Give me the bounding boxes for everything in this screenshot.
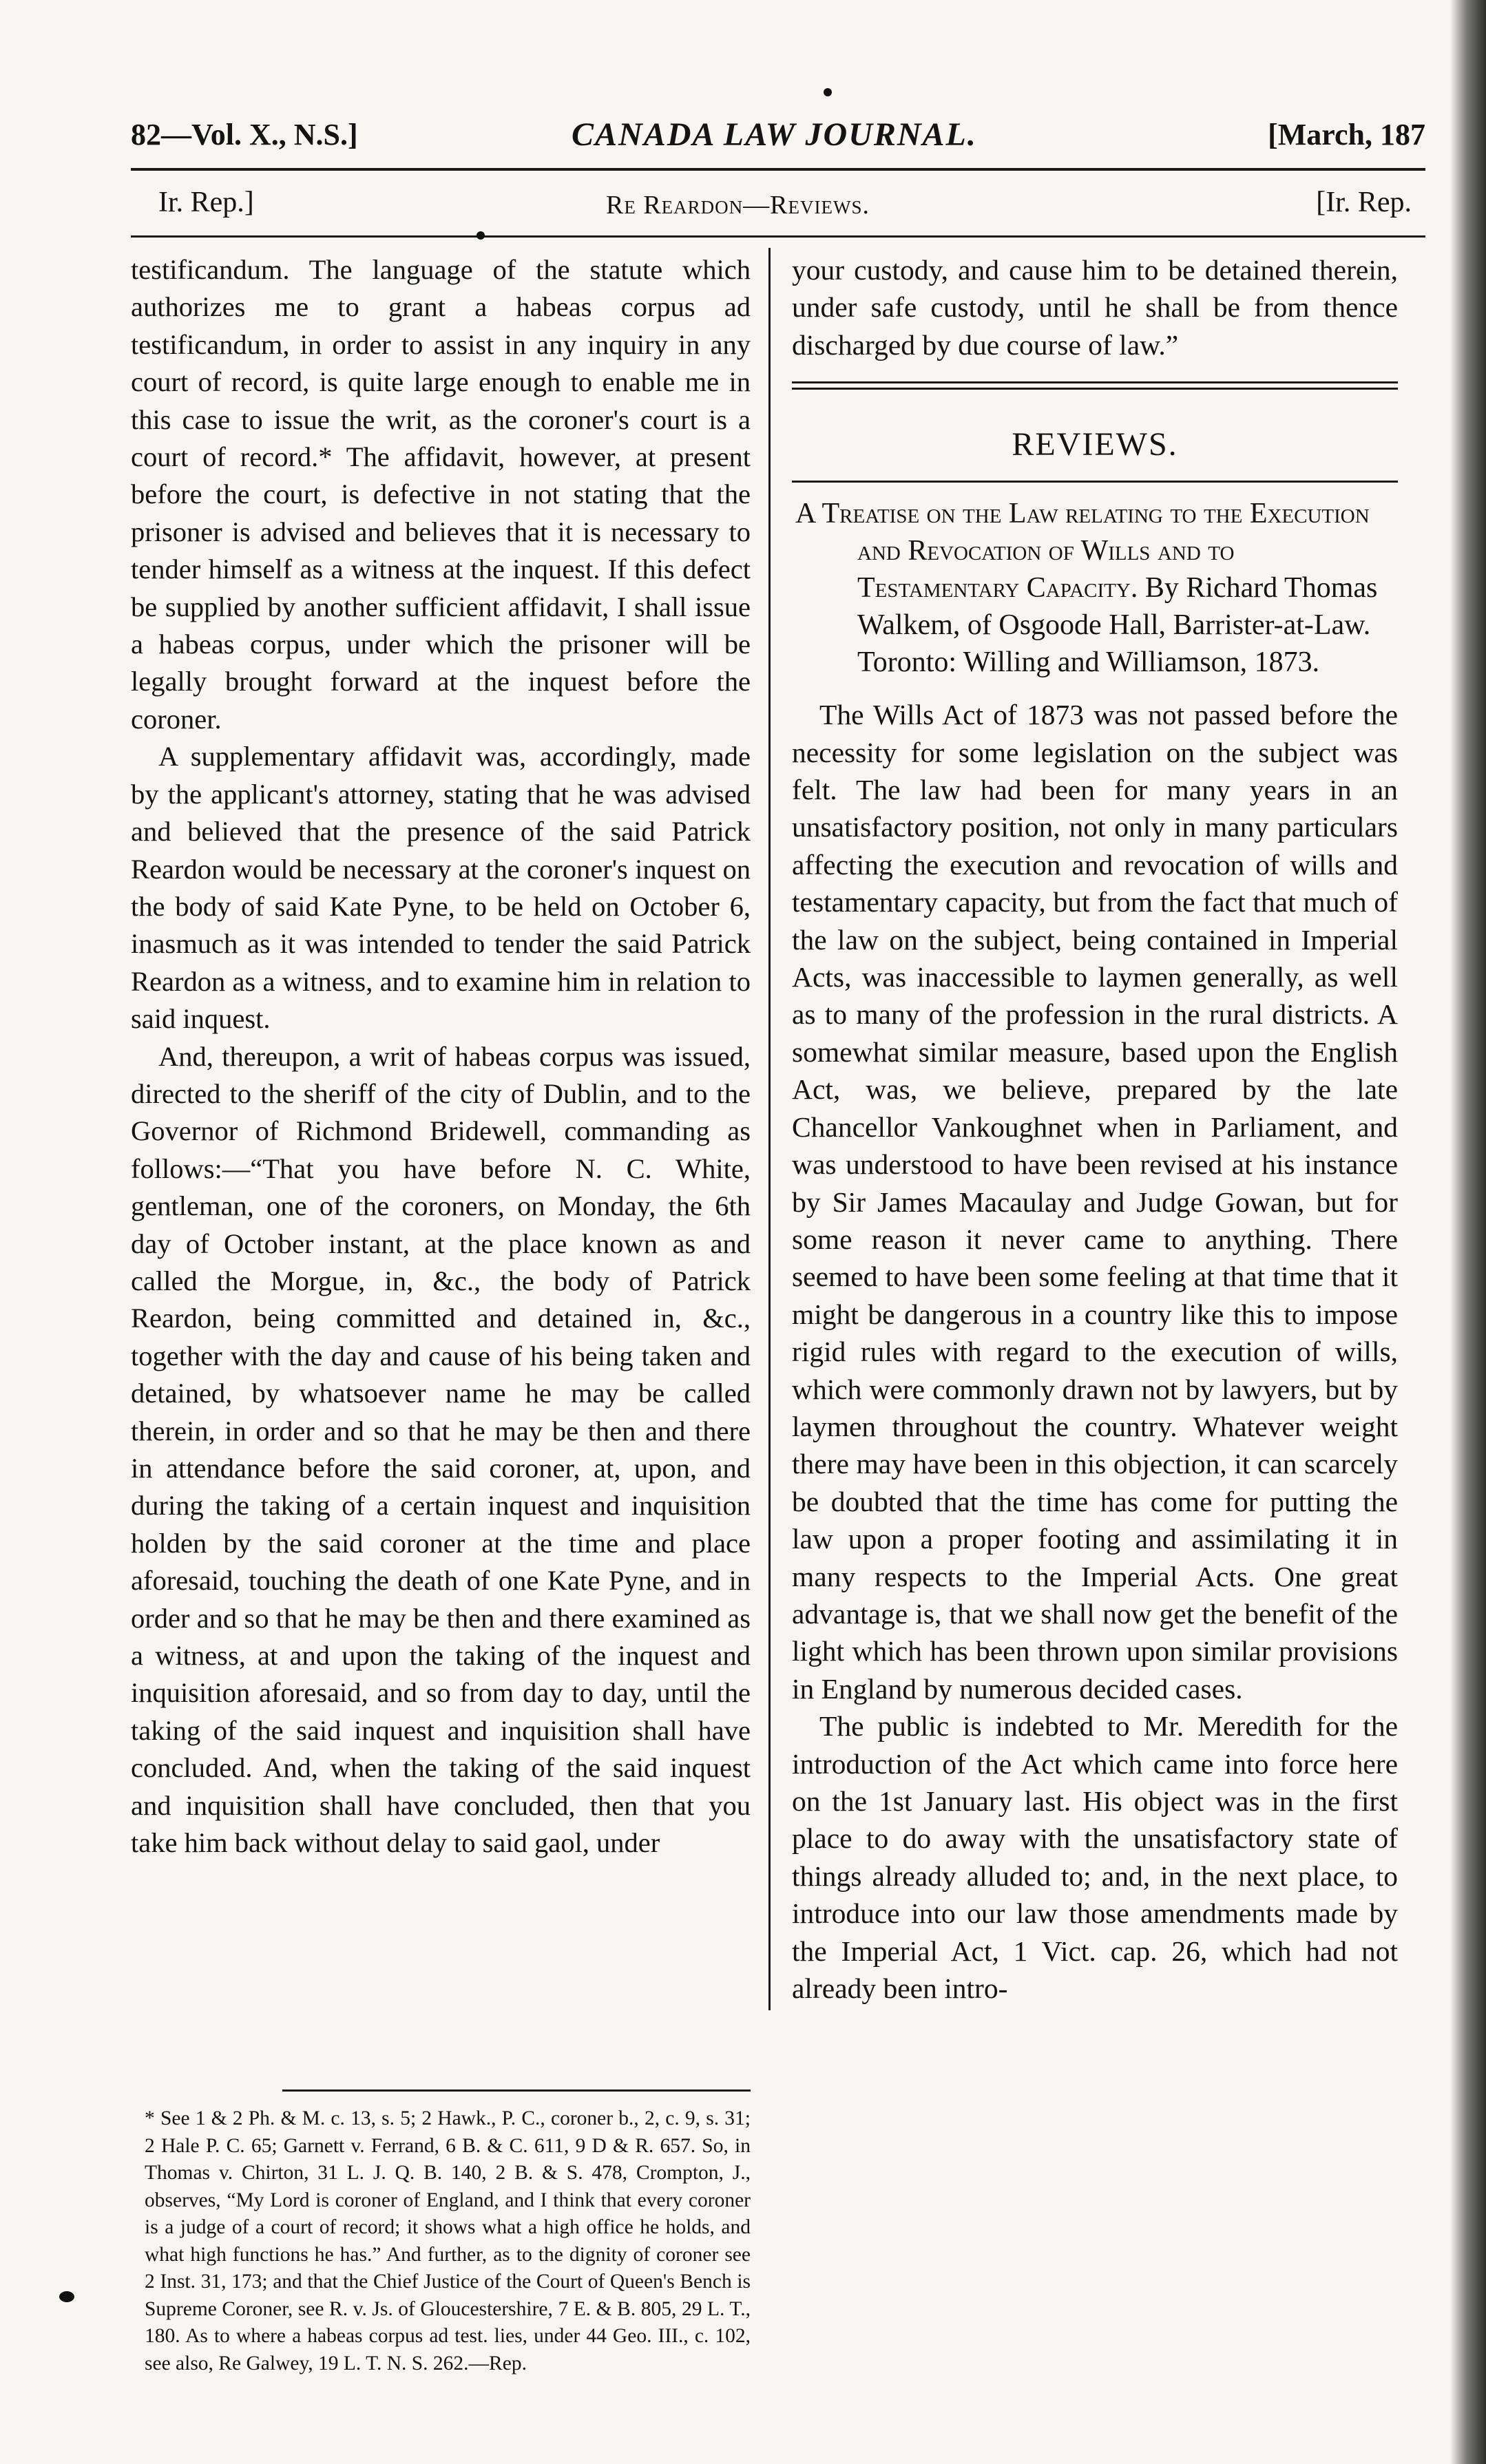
stray-mark: [824, 88, 832, 96]
right-column: [792, 251, 1398, 2007]
stray-mark: [59, 2291, 74, 2302]
paragraph: testificandum. The language of the statute which authorizes me to grant a habeas corpus ad testificandum, in order to assist in any inquiry in any court of record, is quite large enough to enable me in this case to issue the writ, as the coroner's court is a court of record.* The affidavit, however, at present before the court, is defective in not stating that the prisoner is advised and believes that it is necessary to tender himself as a witness at the inquest. If this defect be supplied by another sufficient affidavit, I shall issue a habeas corpus, under which the prisoner will be legally brought forward at the inquest before the coroner.: [131, 254, 751, 735]
paragraph: The public is indebted to Mr. Meredith for the introduction of the Act which came into force here on the 1st January last. His object was in the first place to do away with the unsatisfactory state of things already alluded to; and, in the next place, to introduce into our law those amendments made by the Imperial Act, 1 Vict. cap. 26, which had not already been intro-: [792, 1710, 1398, 2005]
header-journal-title: CANADA LAW JOURNAL.: [572, 116, 977, 153]
book-byline: By Richard Thomas Walkem, of Osgoode Hall, Barrister-at-Law. Toronto: Willing and Williamson, 1873.: [857, 572, 1378, 679]
paragraph: A supplementary affidavit was, accordingly, made by the applicant's attorney, stating that he was advised and believed that the presence of the said Patrick Reardon would be necessary at the coroner's inquest on the body of said Kate Pyne, to be held on October 6, inasmuch as it was intended to tender the said Patrick Reardon as a witness, and to examine him in relation to said inquest.: [131, 741, 751, 1035]
book-lead: A: [795, 498, 815, 530]
reviewed-book-citation: [792, 495, 1398, 681]
column-divider: [768, 248, 771, 2010]
header-date: [March, 187: [1268, 118, 1425, 151]
book-title: Treatise on the Law relating to the Execution and Revocation of Wills and to Testamentary Capacity.: [822, 498, 1370, 604]
left-column: [131, 251, 751, 1862]
footnote-rule: [282, 2089, 751, 2092]
section-double-rule: [792, 381, 1398, 390]
subheader-rule: [131, 235, 1425, 238]
header-rule: [131, 168, 1425, 171]
subheader-right: [Ir. Rep.: [1316, 187, 1412, 218]
page-edge-shadow: [1450, 0, 1486, 2464]
section-rule: [792, 481, 1398, 483]
running-header: [131, 103, 1425, 158]
paragraph: your custody, and cause him to be detained therein, under safe custody, until he shall be from thence discharged by due course of law.”: [792, 254, 1398, 361]
rule-mark: [477, 231, 485, 240]
subheader-center: Re Reardon—Reviews.: [606, 191, 870, 220]
subheader-left: Ir. Rep.]: [158, 187, 254, 218]
paragraph: The Wills Act of 1873 was not passed before the necessity for some legislation on the subject was felt. The law had been for many years in an unsatisfactory position, not only in many particulars affecting the execution and revocation of wills and testamentary capacity, but from the fact that much of the law on the subject, being contained in Imperial Acts, was inaccessible to laymen generally, as well as to many of the profession in the rural districts. A somewhat similar measure, based upon the English Act, was, we believe, prepared by the late Chancellor Vankoughnet when in Parliament, and was understood to have been revised at his instance by Sir James Macaulay and Judge Gowan, but for some reason it never came to anything. There seemed to have been some feeling at that time that it might be dangerous in a country like this to impose rigid rules with regard to the execution of wills, which were commonly drawn not by lawyers, but by laymen throughout the country. Whatever weight there may have been in this objection, it can scarcely be doubted that the time has come for putting the law upon a proper footing and assimilating it in many respects to the Imperial Acts. One great advantage is, that we shall now get the benefit of the light which has been thrown upon similar provisions in England by numerous decided cases.: [792, 699, 1398, 1705]
section-title: REVIEWS.: [1012, 426, 1178, 463]
header-page-volume: 82—Vol. X., N.S.]: [131, 118, 358, 151]
footnote: * See 1 & 2 Ph. & M. c. 13, s. 5; 2 Hawk., P. C., coroner b., 2, c. 9, s. 31; 2 Hale P. C. 65; Garnett v. Ferrand, 6 B. & C. 611, 9 D & R. 657. So, in Thomas v. Chirton, 31 L. J. Q. B. 140, 2 B. & S. 478, Crompton, J., observes, “My Lord is coroner of England, and I think that every coroner is a judge of a court of record; it shows what a high office he holds, and what high functions he has.” And further, as to the dignity of coroner see 2 Inst. 31, 173; and that the Chief Justice of the Court of Queen's Bench is Supreme Coroner, see R. v. Js. of Gloucestershire, 7 E. & B. 805, 29 L. T., 180. As to where a habeas corpus ad test. lies, under 44 Geo. III., c. 102, see also, Re Galwey, 19 L. T. N. S. 262.—Rep.: [145, 2107, 751, 2375]
running-subheader: [158, 180, 1412, 229]
paragraph: And, thereupon, a writ of habeas corpus was issued, directed to the sheriff of the city of Dublin, and to the Governor of Richmond Bridewell, commanding as follows:—“That you have before N. C. White, gentleman, one of the coroners, on Monday, the 6th day of October instant, at the place known as and called the Morgue, in, &c., the body of Patrick Reardon, being committed and detained in, &c., together with the day and cause of his being taken and detained, by whatsoever name he may be called therein, in order and so that he may be then and there in attendance before the said coroner, at, upon, and during the taking of a certain inquest and inquisition holden by the said coroner at the time and place aforesaid, touching the death of one Kate Pyne, and in order and so that he may be then and there examined as a witness, at and upon the taking of the inquest and inquisition aforesaid, and so from day to day, until the taking of the said inquest and inquisition shall have concluded. And, when the taking of the said inquest and inquisition shall have concluded, then that you take him back without delay to said gaol, under: [131, 1040, 751, 1859]
